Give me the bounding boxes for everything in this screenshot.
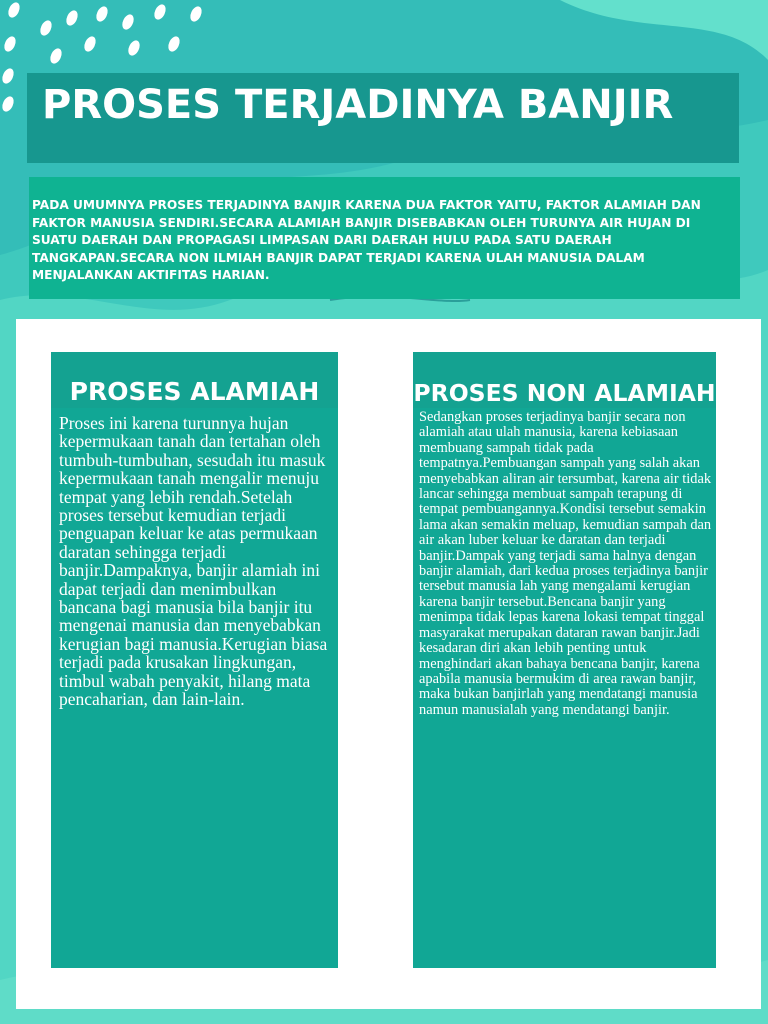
section-heading-non-alamiah: [413, 352, 716, 408]
section-body-alamiah: Proses ini karena turunnya hujan kepermukaan tanah dan tertahan oleh tumbuh-tumbuhan, sesudah itu masuk kepermukaan tanah mengalir menuju tempat yang lebih rendah.Setelah proses tersebut kemudian terjadi penguapan keluar ke atas permukaan daratan sehingga terjadi banjir.Dampaknya, banjir alamiah ini dapat terjadi dan menimbulkan bancana bagi manusia bila banjir itu mengenai manusia dan menyebabkan kerugian bagi manusia.Kerugian biasa terjadi pada krusakan lingkungan, timbul wabah penyakit, hilang mata pencaharian, dan lain-lain.: [59, 413, 328, 710]
section-proses-non-alamiah: [413, 352, 716, 968]
section-heading-non-alamiah-text: PROSES NON ALAMIAH: [413, 379, 716, 407]
section-body-non-alamiah: Sedangkan proses terjadinya banjir secara non alamiah atau ulah manusia, karena kebiasaan membuang sampah tidak pada tempatnya.Pembuangan sampah yang salah akan menyebabkan aliran air tersumbat, karena air tidak lancar sehingga membuat sampah terapung di tempat pembuangannya.Kondisi tersebut semakin lama akan semakin meluap, kemudian sampah dan air akan luber keluar ke daratan dan terjadi banjir.Dampak yang terjadi sama halnya dengan banjir alamiah, dari kedua proses terjadinya banjir tersebut manusia lah yang mengalami kerugian karena banjir tersebut.Bencana banjir yang menimpa tidak lepas karena lokasi tempat tinggal masyarakat merupakan dataran rawan banjir.Jadi kesadaran diri akan lebih penting untuk menghindari akan bahaya bencana banjir, karena apabila manusia bermukim di area rawan banjir, maka bukan banjirlah yang mendatangi manusia namun manusialah yang mendatangi banjir.: [419, 409, 712, 718]
intro-box: [29, 177, 740, 299]
section-heading-alamiah-text: PROSES ALAMIAH: [69, 377, 320, 406]
intro-text: PADA UMUMNYA PROSES TERJADINYA BANJIR KARENA DUA FAKTOR YAITU, FAKTOR ALAMIAH DAN FAKTOR MANUSIA SENDIRI.SECARA ALAMIAH BANJIR DISEBABKAN OLEH TURUNYA AIR HUJAN DI SUATU DAERAH DAN PROPAGASI LIMPASAN DARI DAERAH HULU PADA SATU DAERAH TANGKAPAN.SECARA NON ILMIAH BANJIR DAPAT TERJADI KARENA ULAH MANUSIA DALAM MENJALANKAN AKTIFITAS HARIAN.: [32, 198, 701, 283]
title-bar: [27, 73, 739, 163]
page-title: PROSES TERJADINYA BANJIR: [42, 82, 674, 128]
section-proses-alamiah: [51, 352, 338, 968]
section-heading-alamiah: [51, 352, 338, 408]
